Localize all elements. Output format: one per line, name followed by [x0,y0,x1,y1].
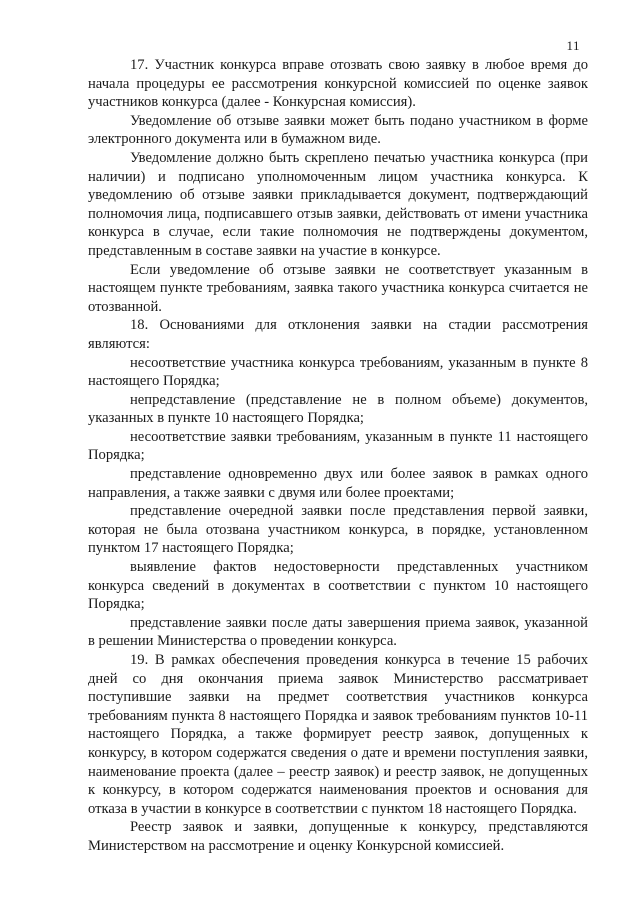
paragraph-notice-form: Уведомление об отзыве заявки может быть подано участником в форме электронного документа или в бумажном виде. [88,112,588,148]
paragraph-18: 18. Основаниями для отклонения заявки на стадии рассмотрения являются: [88,317,588,352]
paragraph-notice-mismatch: Если уведомление об отзыве заявки не соответствует указанным в настоящем пункте требованиям, заявка такого участника конкурса считается не отозванной. [88,261,588,315]
paragraph-17: 17. Участник конкурса вправе отозвать свою заявку в любое время до начала процедуры ее рассмотрения конкурсной комиссией по оценке заявок участников конкурса (далее - Конкурсная комиссия). [88,57,588,111]
page-number: 11 [566,38,580,53]
paragraph-registry: Реестр заявок и заявки, допущенные к конкурсу, представляются Министерством на рассмотрение и оценку Конкурсной комиссией. [88,819,588,854]
list-item-rejection-reason: выявление фактов недостоверности представленных участником конкурса сведений в документах в соответствии с пунктом 10 настоящего Порядка; [88,559,588,613]
list-item-rejection-reason: представление заявки после даты завершения приема заявок, указанной в решении Министерства о проведении конкурса. [88,614,588,650]
list-item-rejection-reason: несоответствие участника конкурса требованиям, указанным в пункте 8 настоящего Порядка; [88,354,588,390]
list-item-rejection-reason: непредставление (представление не в полном объеме) документов, указанных в пункте 10 настоящего Порядка; [88,391,588,427]
list-item-rejection-reason: представление очередной заявки после представления первой заявки, которая не была отозвана участником конкурса, в порядке, установленном пунктом 17 настоящего Порядка; [88,503,588,557]
list-item-rejection-reason: представление одновременно двух или более заявок в рамках одного направления, а также заявки с двумя или более проектами; [88,466,588,501]
list-item-rejection-reason: несоответствие заявки требованиям, указанным в пункте 11 настоящего Порядка; [88,428,588,464]
document-body [88,56,588,856]
paragraph-19: 19. В рамках обеспечения проведения конкурса в течение 15 рабочих дней со дня окончания приема заявок Министерство рассматривает поступившие заявки на предмет соответствия участников конкурса требованиям пункта 8 настоящего Порядка и заявок требованиям пунктов 10-11 настоящего Порядка, а также формирует реестр заявок, допущенных к конкурсу, в котором содержатся сведения о дате и времени поступления заявки, наименование проекта (далее – реестр заявок) и реестр заявок, не допущенных к конкурсу, в котором содержатся наименования проектов и основания для отказа в участии в конкурсе в соответствии с пунктом 18 настоящего Порядка. [88,652,588,817]
paragraph-notice-seal: Уведомление должно быть скреплено печатью участника конкурса (при наличии) и подписано уполномоченным лицом участника конкурса. К уведомлению об отзыве заявки прикладывается документ, подтверждающий полномочия лица, подписавшего отзыв заявки, действовать от имени участника конкурса в случае, если такие полномочия не подтверждены документом, представленным в составе заявки на участие в конкурсе. [88,149,588,259]
